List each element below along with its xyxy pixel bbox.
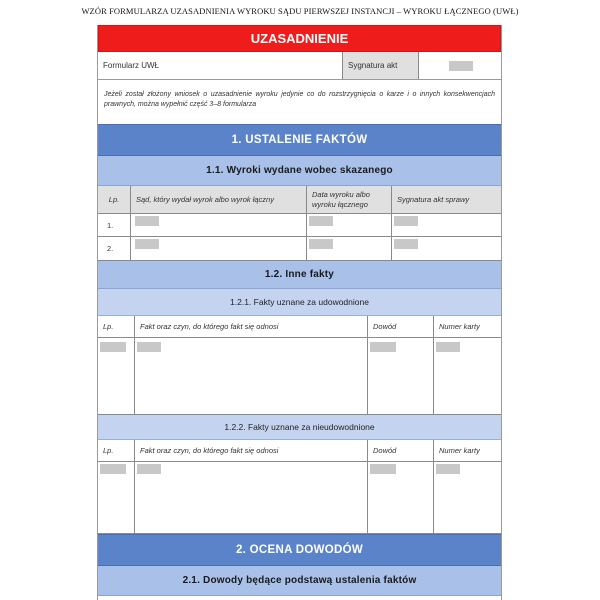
col-date: Data wyroku albo wyroku łącznego (306, 186, 391, 213)
table-1-2-1-header (98, 316, 501, 338)
fact-field[interactable] (134, 462, 367, 533)
col-lp: Lp. (103, 446, 114, 455)
form (97, 25, 502, 600)
lp-field[interactable] (98, 462, 134, 533)
col-fact: Fakt oraz czyn, do którego fakt się odnosi (134, 440, 367, 461)
case-signature-field[interactable] (391, 237, 501, 260)
signature-placeholder (449, 61, 473, 71)
section-2-title: 2. OCENA DOWODÓW (98, 534, 501, 566)
subsection-1-2-title: 1.2. Inne fakty (98, 261, 501, 289)
signature-field[interactable] (418, 52, 501, 79)
table-1-1-header (98, 186, 501, 214)
date-field[interactable] (306, 237, 391, 260)
table-row (98, 462, 501, 534)
col-lp: Lp. (108, 195, 120, 204)
subsection-1-1-title: 1.1. Wyroki wydane wobec skazanego (98, 156, 501, 186)
subsection-2-1-title: 2.1. Dowody będące podstawą ustalenia faktów (98, 566, 501, 596)
section-1-title: 1. USTALENIE FAKTÓW (98, 124, 501, 156)
page-number-field[interactable] (433, 338, 501, 414)
col-court: Sąd, który wydał wyrok albo wyrok łączny (130, 186, 306, 213)
col-case-signature: Sygnatura akt sprawy (391, 186, 501, 213)
fact-field[interactable] (134, 338, 367, 414)
case-signature-field[interactable] (391, 214, 501, 236)
evidence-field[interactable] (367, 462, 433, 533)
col-evidence: Dowód (367, 440, 433, 461)
col-fact: Fakt oraz czyn, do którego fakt się odnosi (134, 316, 367, 337)
form-type-label: Formularz UWŁ (103, 61, 160, 70)
table-row (98, 237, 501, 261)
document-title: WZÓR FORMULARZA UZASADNIENIA WYROKU SĄDU PIERWSZEJ INSTANCJI – WYROKU ŁĄCZNEGO (UWŁ) (81, 6, 519, 16)
form-id-row (98, 52, 501, 80)
date-field[interactable] (306, 214, 391, 236)
court-field[interactable] (130, 214, 306, 236)
subsection-1-2-2-title: 1.2.2. Fakty uznane za nieudowodnione (98, 415, 501, 440)
col-page-number: Numer karty (433, 316, 501, 337)
col-page-number: Numer karty (433, 440, 501, 461)
evidence-field[interactable] (367, 338, 433, 414)
row-number: 2. (107, 244, 114, 253)
table-row (98, 214, 501, 237)
form-header-title: UZASADNIENIE (98, 25, 501, 52)
col-evidence: Dowód (367, 316, 433, 337)
col-lp: Lp. (103, 322, 114, 331)
instruction-note: Jeżeli został złożony wniosek o uzasadnienie wyroku jedynie co do rozstrzygnięcia o karze i o innych konsekwencjach prawnych, można wypełnić część 3–8 formularza (98, 86, 501, 142)
page-number-field[interactable] (433, 462, 501, 533)
signature-label: Sygnatura akt (342, 52, 418, 79)
subsection-1-2-1-title: 1.2.1. Fakty uznane za udowodnione (98, 289, 501, 316)
lp-field[interactable] (98, 338, 134, 414)
court-field[interactable] (130, 237, 306, 260)
table-row (98, 338, 501, 415)
row-number: 1. (107, 220, 114, 230)
table-1-2-2-header (98, 440, 501, 462)
